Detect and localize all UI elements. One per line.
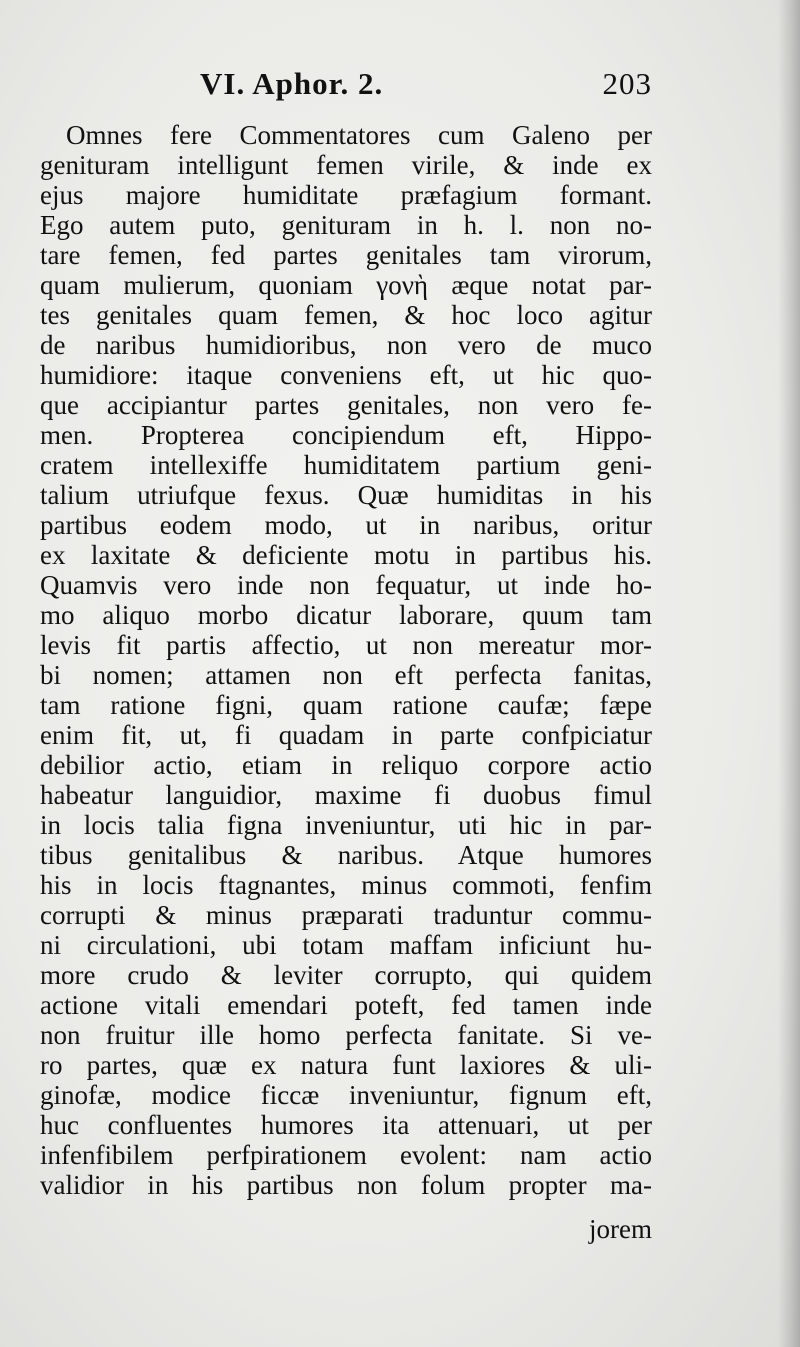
text-line: ginofæ, modice ficcæ inveniuntur, fignum eft, <box>40 1080 652 1110</box>
text-line: infenfibilem perfpirationem evolent: nam actio <box>40 1140 652 1170</box>
text-line: tare femen, fed partes genitales tam virorum, <box>40 240 652 270</box>
text-line: tes genitales quam femen, & hoc loco agitur <box>40 300 652 330</box>
text-line: huc confluentes humores ita attenuari, ut per <box>40 1110 652 1140</box>
text-line: que accipiantur partes genitales, non vero fe- <box>40 390 652 420</box>
text-line: in locis talia figna inveniuntur, uti hic in par- <box>40 810 652 840</box>
text-line: quam mulierum, quoniam γονὴ æque notat par- <box>40 270 652 300</box>
text-line: levis fit partis affectio, ut non mereatur mor- <box>40 630 652 660</box>
text-line: his in locis ftagnantes, minus commoti, fenfim <box>40 870 652 900</box>
text-line: habeatur languidior, maxime fi duobus fimul <box>40 780 652 810</box>
text-line: ro partes, quæ ex natura funt laxiores & uli- <box>40 1050 652 1080</box>
text-line: Quamvis vero inde non fequatur, ut inde ho- <box>40 570 652 600</box>
text-line: genituram intelligunt femen virile, & inde ex <box>40 150 652 180</box>
text-line: enim fit, ut, fi quadam in parte confpiciatur <box>40 720 652 750</box>
text-line: humidiore: itaque conveniens eft, ut hic quo- <box>40 360 652 390</box>
body-text <box>40 120 652 1200</box>
text-line: partibus eodem modo, ut in naribus, oritur <box>40 510 652 540</box>
text-line: corrupti & minus præparati traduntur commu- <box>40 900 652 930</box>
chapter-heading: VI. Aphor. 2. <box>200 66 384 101</box>
running-header <box>200 66 652 110</box>
text-line: ejus majore humiditate præfagium formant. <box>40 180 652 210</box>
page-edge-shadow <box>778 0 800 1347</box>
text-line: tibus genitalibus & naribus. Atque humores <box>40 840 652 870</box>
text-line: cratem intellexiffe humiditatem partium geni- <box>40 450 652 480</box>
text-line: men. Propterea concipiendum eft, Hippo- <box>40 420 652 450</box>
text-line: debilior actio, etiam in reliquo corpore actio <box>40 750 652 780</box>
text-line: ni circulationi, ubi totam maffam inficiunt hu- <box>40 930 652 960</box>
text-line: non fruitur ille homo perfecta fanitate. Si ve- <box>40 1020 652 1050</box>
text-line: Omnes fere Commentatores cum Galeno per <box>66 120 652 150</box>
text-line: bi nomen; attamen non eft perfecta fanitas, <box>40 660 652 690</box>
text-line: Ego autem puto, genituram in h. l. non no- <box>40 210 652 240</box>
text-line: ex laxitate & deficiente motu in partibus his. <box>40 540 652 570</box>
page-number: 203 <box>602 66 652 101</box>
text-line: validior in his partibus non folum propter ma- <box>40 1170 652 1200</box>
text-line: de naribus humidioribus, non vero de muco <box>40 330 652 360</box>
text-line: talium utriufque fexus. Quæ humiditas in his <box>40 480 652 510</box>
text-line: mo aliquo morbo dicatur laborare, quum tam <box>40 600 652 630</box>
text-line: more crudo & leviter corrupto, qui quidem <box>40 960 652 990</box>
catchword: jorem <box>589 1214 652 1244</box>
text-line: tam ratione figni, quam ratione caufæ; fæpe <box>40 690 652 720</box>
text-line: actione vitali emendari poteft, fed tamen inde <box>40 990 652 1020</box>
